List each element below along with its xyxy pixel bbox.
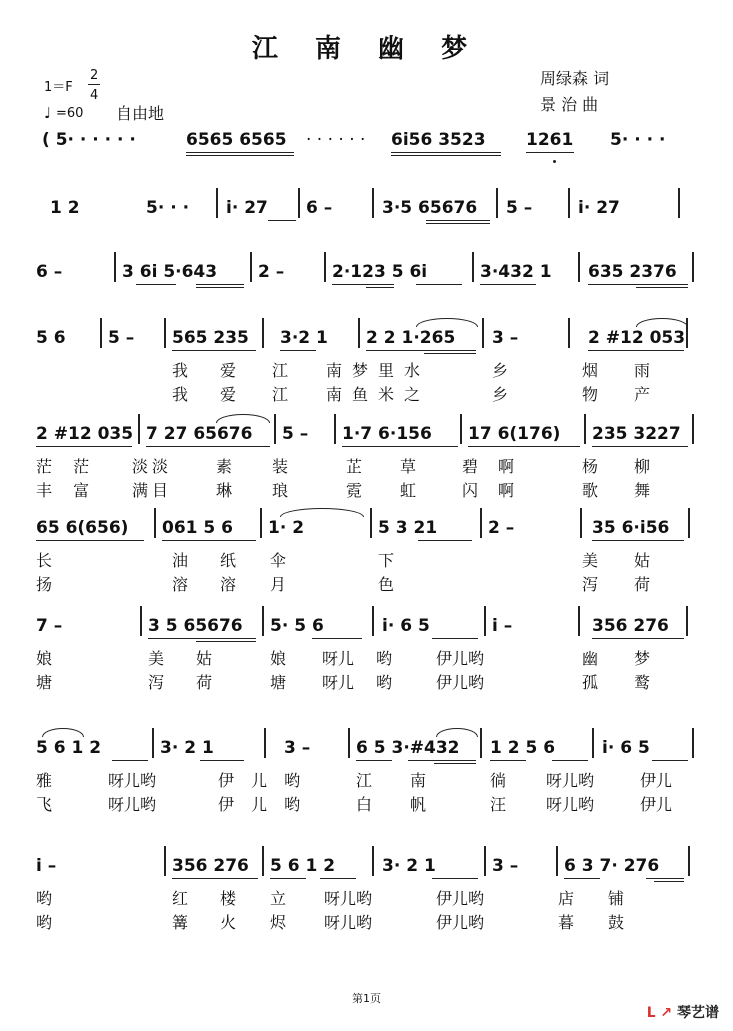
notes: i· 6 5 [602, 738, 650, 758]
lyric: 爱 [220, 361, 237, 380]
lyric: 我 [172, 361, 189, 380]
notes: 3·5 65676 [382, 198, 478, 218]
notes: 7 27 65676 [146, 424, 253, 444]
lyric: 南梦里水 [326, 361, 431, 380]
lyric: 歌 [582, 481, 599, 500]
notes: i· 6 5 [382, 616, 430, 636]
notes: 7 – [36, 616, 63, 636]
lyric: 溶 [220, 575, 237, 594]
lyric: 呀儿 [322, 649, 355, 668]
score-system-3 [36, 262, 696, 302]
score-system-7 [36, 616, 696, 692]
notes: 356 276 [592, 616, 669, 636]
lyric: 梦 [634, 649, 651, 668]
notes: 1261 [526, 130, 574, 150]
lyric: 哟 [36, 913, 53, 932]
lyric: 孤 [582, 673, 599, 692]
lyric: 溶 [172, 575, 189, 594]
lyric: 姑 [196, 649, 213, 668]
lyric: 产 [634, 385, 651, 404]
notes: · · · · · · [306, 130, 366, 150]
lyric: 江 [272, 361, 289, 380]
lyric: 娘 [36, 649, 53, 668]
notes: 2 – [258, 262, 285, 282]
lyric: 我 [172, 385, 189, 404]
lyric: 荷 [634, 575, 651, 594]
notes: 6565 6565 [186, 130, 287, 150]
lyric: 鹜 [634, 673, 651, 692]
composer: 景 治 曲 [540, 95, 599, 114]
lyric: 姑 [634, 551, 651, 570]
lyric: 爱 [220, 385, 237, 404]
lyric: 物 [582, 385, 599, 404]
lyric: 哟 [376, 673, 393, 692]
score-system-2 [36, 198, 696, 238]
notes: i· 27 [226, 198, 268, 218]
lyric: 伊儿哟 [436, 889, 485, 908]
notes: 1· 2 [268, 518, 305, 538]
notes: 6 3 7· 276 [564, 856, 660, 876]
notes: i – [36, 856, 57, 876]
lyric: 装 [272, 457, 289, 476]
quarter-note-icon: ♩ [44, 104, 52, 122]
lyric: 乡 [492, 385, 509, 404]
lyric: 帆 [410, 795, 427, 814]
score-system-9 [36, 856, 696, 932]
lyric: 篝 [172, 913, 189, 932]
watermark-brand: 琴艺谱 [677, 1005, 719, 1021]
score-system-4 [36, 328, 696, 404]
notes: 6 5 3·#432 [356, 738, 460, 758]
lyric: 雨 [634, 361, 651, 380]
notes: 635 2376 [588, 262, 677, 282]
lyric: 塘 [270, 673, 287, 692]
lyric: 长 [36, 551, 53, 570]
watermark-logo [647, 1002, 719, 1022]
notes: 3 – [492, 328, 519, 348]
notes: 6i56 3523 [391, 130, 486, 150]
lyric: 闪 [462, 481, 479, 500]
score-system-5 [36, 424, 696, 500]
lyric: 满目 [132, 481, 173, 500]
notes: 5 6 1 2 [36, 738, 102, 758]
score-system-1 [36, 130, 696, 170]
notes: 6 – [36, 262, 63, 282]
lyric: 美 [148, 649, 165, 668]
time-signature-bottom: 4 [90, 88, 99, 103]
lyric: 幽 [582, 649, 599, 668]
lyric: 泻 [148, 673, 165, 692]
notes: 1 2 5 6 [490, 738, 556, 758]
lyric: 呀儿哟 [324, 889, 373, 908]
lyric: 哟 [36, 889, 53, 908]
lyric: 杨 [582, 457, 599, 476]
notes: 3 – [284, 738, 311, 758]
notes: 2·123 5 6i [332, 262, 428, 282]
page-number: 第1页 [352, 992, 381, 1005]
lyric: 淡淡 [132, 457, 173, 476]
lyric: 纸 [220, 551, 237, 570]
notes: 356 276 [172, 856, 249, 876]
notes: 3·432 1 [480, 262, 552, 282]
lyric: 柳 [634, 457, 651, 476]
lyric: 塘 [36, 673, 53, 692]
logo-icon: ᒪ ↗ [646, 1005, 673, 1021]
notes: 3 6i 5·643 [122, 262, 218, 282]
lyric: 草 [400, 457, 417, 476]
song-title: 江 南 幽 梦 [251, 34, 482, 64]
lyric: 立 [270, 889, 287, 908]
notes: 5· 5 6 [270, 616, 324, 636]
lyric: 素 [216, 457, 233, 476]
lyric: 呀儿哟 [546, 771, 595, 790]
lyric: 琅 [272, 481, 289, 500]
lyric: 雅 [36, 771, 53, 790]
notes: 5 6 1 2 [270, 856, 336, 876]
lyric: 碧 [462, 457, 479, 476]
expression-marking: 自由地 [116, 104, 165, 123]
lyric: 霓 [346, 481, 363, 500]
notes: i – [492, 616, 513, 636]
notes: ( 5· · · · · · [42, 130, 136, 150]
score-system-8 [36, 738, 696, 814]
time-signature-top: 2 [90, 68, 99, 83]
notes: 3 – [492, 856, 519, 876]
notes: 5· · · [146, 198, 190, 218]
lyric: 扬 [36, 575, 53, 594]
notes: 5 3 21 [378, 518, 438, 538]
notes: 3·2 1 [280, 328, 328, 348]
lyric: 呀儿哟 [108, 795, 157, 814]
time-signature-line [88, 84, 100, 85]
lyric: 美 [582, 551, 599, 570]
lyric: 呀儿哟 [324, 913, 373, 932]
lyric: 丰 富 [36, 481, 98, 500]
notes: 1·7 6·156 [342, 424, 432, 444]
lyric: 江 [272, 385, 289, 404]
notes: 1 2 [50, 198, 80, 218]
notes: i· 27 [578, 198, 620, 218]
notes: 3· 2 1 [382, 856, 436, 876]
notes: 35 6·i56 [592, 518, 670, 538]
notes: 061 5 6 [162, 518, 233, 538]
lyric: 下 [378, 551, 395, 570]
lyric: 飞 [36, 795, 53, 814]
lyric: 铺 [608, 889, 625, 908]
lyric: 琳 [216, 481, 233, 500]
lyric: 江 [356, 771, 373, 790]
lyric: 芷 [346, 457, 363, 476]
notes: 2 2 1·265 [366, 328, 456, 348]
lyric: 火 [220, 913, 237, 932]
lyric: 乡 [492, 361, 509, 380]
notes: 5 – [506, 198, 533, 218]
lyric: 呀儿哟 [546, 795, 595, 814]
lyric: 呀儿哟 [108, 771, 157, 790]
lyric: 月 [270, 575, 287, 594]
tempo-marking: =60 [56, 106, 84, 121]
lyric: 暮 [558, 913, 575, 932]
lyric: 哟 [376, 649, 393, 668]
lyric: 伊儿哟 [436, 649, 485, 668]
notes: 5 – [108, 328, 135, 348]
notes: 5· · · · [610, 130, 666, 150]
lyric: 南 [410, 771, 427, 790]
lyric: 白 [356, 795, 373, 814]
lyric: 伊 儿 哟 [218, 795, 307, 814]
lyric: 伊 儿 哟 [218, 771, 307, 790]
lyricist: 周绿森 词 [540, 69, 610, 88]
notes: 235 3227 [592, 424, 681, 444]
lyric: 伊儿 [640, 771, 673, 790]
notes: 65 6(656) [36, 518, 129, 538]
notes: 6 – [306, 198, 333, 218]
lyric: 伊儿哟 [436, 673, 485, 692]
notes: 5 6 [36, 328, 66, 348]
lyric: 南鱼米之 [326, 385, 431, 404]
notes: 565 235 [172, 328, 249, 348]
lyric: 鼓 [608, 913, 625, 932]
notes: 2 – [488, 518, 515, 538]
notes: 3 5 65676 [148, 616, 243, 636]
lyric: 荷 [196, 673, 213, 692]
lyric: 烬 [270, 913, 287, 932]
lyric: 汪 [490, 795, 507, 814]
lyric: 啊 [498, 457, 515, 476]
lyric: 舞 [634, 481, 651, 500]
lyric: 油 [172, 551, 189, 570]
notes: 17 6(176) [468, 424, 561, 444]
lyric: 烟 [582, 361, 599, 380]
notes: 2 #12 053 [588, 328, 686, 348]
lyric: 虹 [400, 481, 417, 500]
key-signature: 1＝F [44, 80, 73, 95]
lyric: 店 [558, 889, 575, 908]
lyric: 伊儿哟 [436, 913, 485, 932]
lyric: 泻 [582, 575, 599, 594]
lyric: 伞 [270, 551, 287, 570]
lyric: 徜 [490, 771, 507, 790]
lyric: 伊儿 [640, 795, 673, 814]
lyric: 红 [172, 889, 189, 908]
notes: 3· 2 1 [160, 738, 214, 758]
lyric: 茫 茫 [36, 457, 98, 476]
lyric: 娘 [270, 649, 287, 668]
lyric: 啊 [498, 481, 515, 500]
score-system-6 [36, 518, 696, 594]
lyric: 呀儿 [322, 673, 355, 692]
notes: 2 #12 035 [36, 424, 134, 444]
notes: 5 – [282, 424, 309, 444]
lyric: 色 [378, 575, 395, 594]
lyric: 楼 [220, 889, 237, 908]
